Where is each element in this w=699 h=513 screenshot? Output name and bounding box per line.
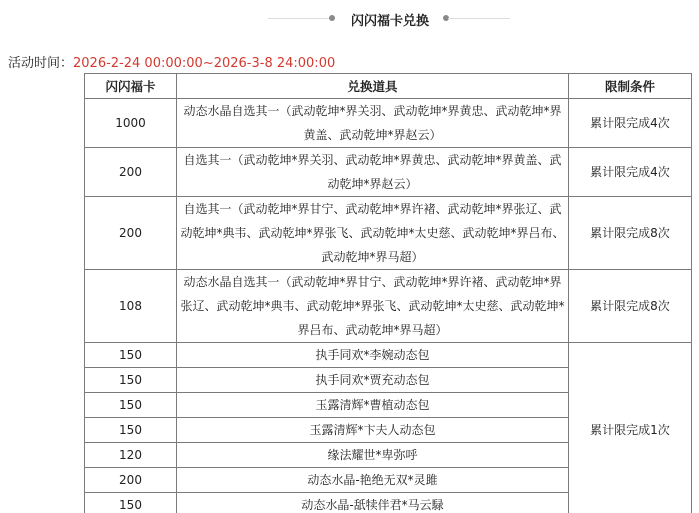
cost-cell: 200 <box>85 148 177 197</box>
cost-cell: 150 <box>85 418 177 443</box>
header-cost: 闪闪福卡 <box>85 74 177 99</box>
table-row <box>85 270 692 343</box>
cost-cell: 150 <box>85 493 177 513</box>
items-cell: 玉露清辉*卞夫人动态包 <box>177 418 569 443</box>
table-row <box>85 148 692 197</box>
limit-cell: 累计限完成8次 <box>569 197 692 270</box>
section-title-bar <box>0 8 699 30</box>
items-cell: 动态水晶自选其一（武动乾坤*界甘宁、武动乾坤*界许褚、武动乾坤*界张辽、武动乾坤*典韦、武动乾坤*界张飞、武动乾坤*太史慈、武动乾坤*界吕布、武动乾坤*界马超） <box>177 270 569 343</box>
title-divider-left <box>268 18 330 19</box>
header-limit: 限制条件 <box>569 74 692 99</box>
items-cell: 执手同欢*贾充动态包 <box>177 368 569 393</box>
cost-cell: 108 <box>85 270 177 343</box>
activity-time-value: 2026-2-24 00:00:00~2026-3-8 24:00:00 <box>73 56 336 71</box>
items-cell: 动态水晶-艳绝无双*灵雎 <box>177 468 569 493</box>
limit-cell: 累计限完成8次 <box>569 270 692 343</box>
title-divider-right <box>448 18 510 19</box>
items-cell: 缘法耀世*卑弥呼 <box>177 443 569 468</box>
items-cell: 动态水晶-舐犊伴君*马云騄 <box>177 493 569 513</box>
limit-cell: 累计限完成4次 <box>569 148 692 197</box>
items-cell: 动态水晶自选其一（武动乾坤*界关羽、武动乾坤*界黄忠、武动乾坤*界黄盖、武动乾坤*界赵云） <box>177 99 569 148</box>
cost-cell: 1000 <box>85 99 177 148</box>
items-cell: 自选其一（武动乾坤*界关羽、武动乾坤*界黄忠、武动乾坤*界黄盖、武动乾坤*界赵云） <box>177 148 569 197</box>
cost-cell: 150 <box>85 343 177 368</box>
table-row <box>85 99 692 148</box>
table-header-row <box>85 74 692 99</box>
cost-cell: 120 <box>85 443 177 468</box>
items-cell: 自选其一（武动乾坤*界甘宁、武动乾坤*界许褚、武动乾坤*界张辽、武动乾坤*典韦、武动乾坤*界张飞、武动乾坤*太史慈、武动乾坤*界吕布、武动乾坤*界马超） <box>177 197 569 270</box>
exchange-table <box>84 73 692 513</box>
limit-cell: 累计限完成4次 <box>569 99 692 148</box>
table-row <box>85 197 692 270</box>
cost-cell: 150 <box>85 393 177 418</box>
activity-time-label: 活动时间： <box>8 56 74 71</box>
page-title: 闪闪福卡兑换 <box>350 14 429 29</box>
table-row <box>85 343 692 368</box>
items-cell: 玉露清辉*曹植动态包 <box>177 393 569 418</box>
shared-limit-cell: 累计限完成1次 <box>569 343 692 513</box>
items-cell: 执手同欢*李婉动态包 <box>177 343 569 368</box>
title-dot-left-icon <box>329 15 335 21</box>
activity-time <box>8 52 335 71</box>
cost-cell: 200 <box>85 468 177 493</box>
header-items: 兑换道具 <box>177 74 569 99</box>
cost-cell: 200 <box>85 197 177 270</box>
cost-cell: 150 <box>85 368 177 393</box>
